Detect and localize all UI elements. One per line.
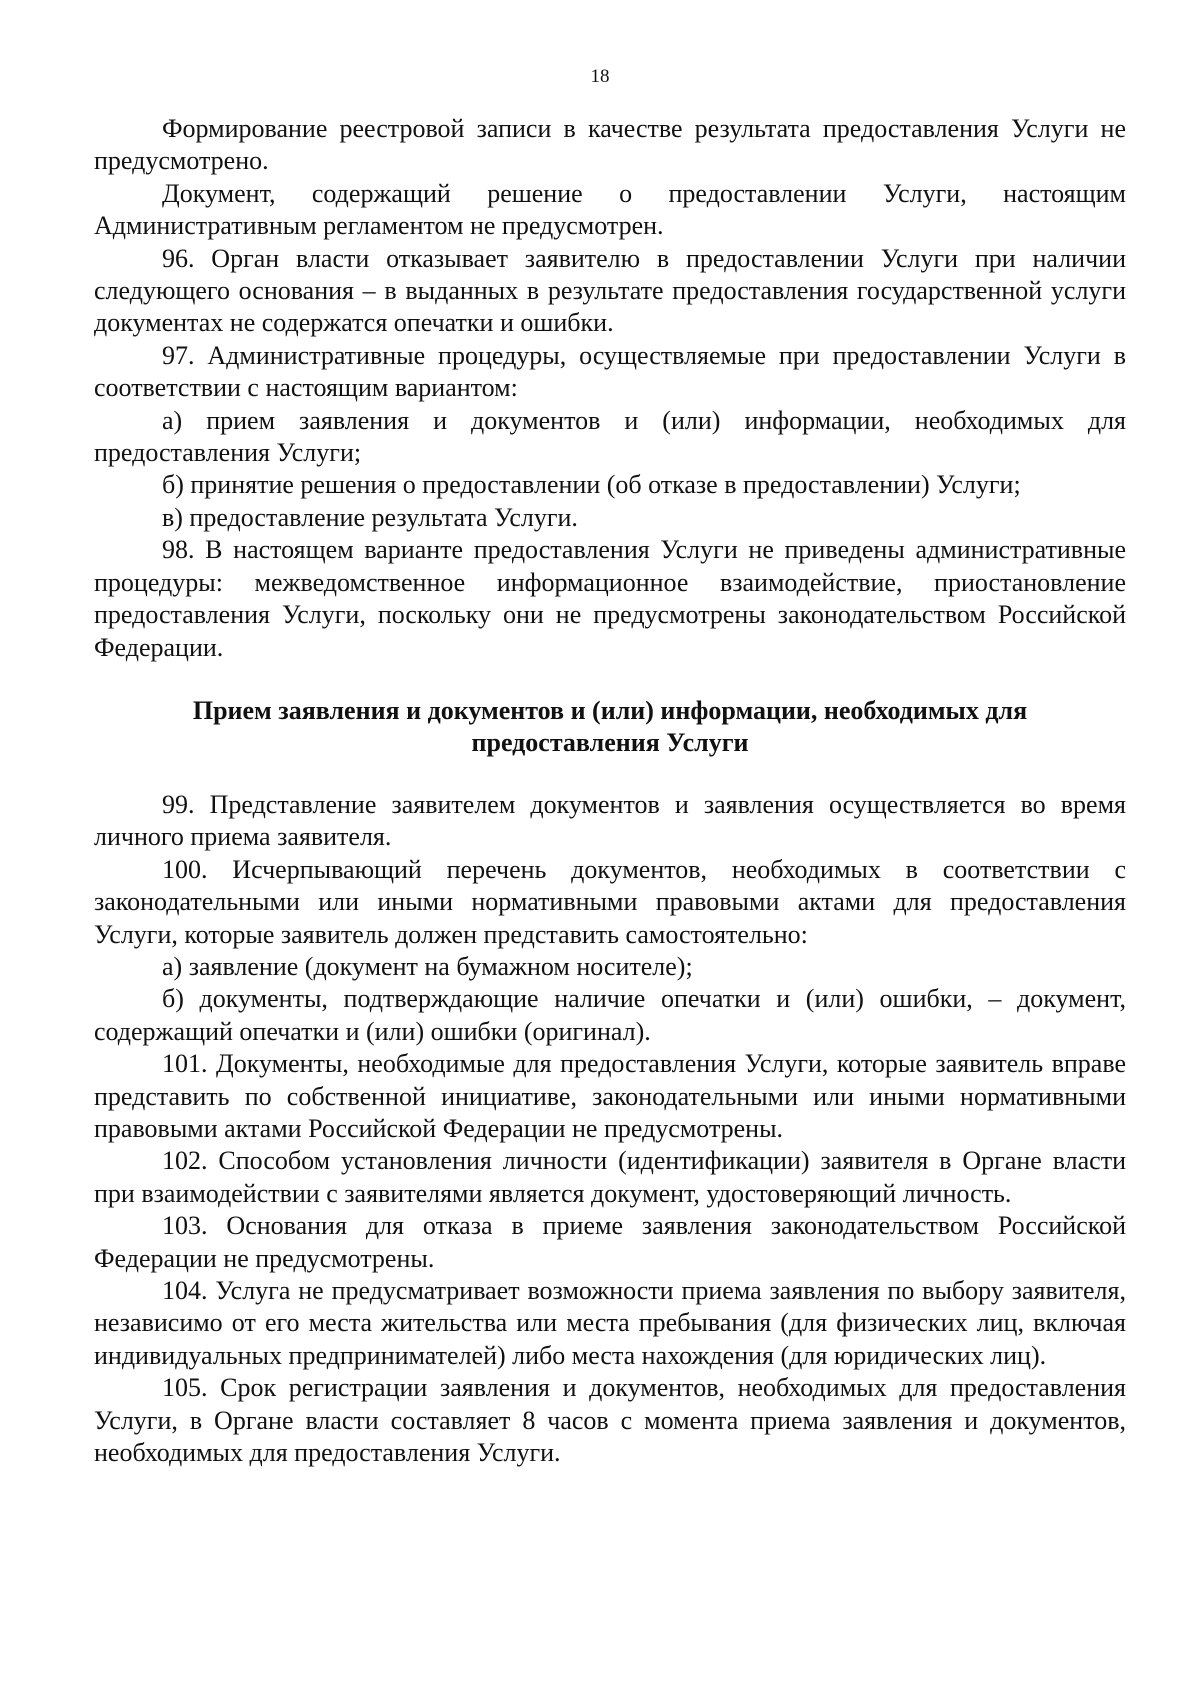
paragraph-105: 105. Срок регистрации заявления и документов, необходимых для предоставления Услуги, в Органе власти составляет 8 часов с момента приема заявления и документов, необходимых для предоставления Услуги. (94, 1373, 1126, 1468)
paragraph-101: 101. Документы, необходимые для предоставления Услуги, которые заявитель вправе представить по собственной инициативе, законодательными или иными нормативными правовыми актами Российской Федерации не предусмотрены. (94, 1049, 1126, 1143)
paragraph-99: 99. Представление заявителем документов и заявления осуществляется во время личного приема заявителя. (94, 789, 1126, 852)
paragraph-96: 96. Орган власти отказывает заявителю в предоставлении Услуги при наличии следующего основания – в выданных в результате предоставления государственной услуги документах не содержатся опечатки и ошибки. (94, 243, 1126, 338)
section-heading-line-1: Прием заявления и документов и (или) информации, необходимых для (192, 695, 1028, 725)
section-spacer-bottom (94, 759, 1126, 789)
paragraph-98: 98. В настоящем варианте предоставления Услуги не приведены административные процедуры: межведомственное информационное взаимодействие, приостановление предоставления Услуги, поскольку они не предусмотрены законодательством Российской Федерации. (94, 535, 1126, 662)
paragraph-100: 100. Исчерпывающий перечень документов, необходимых в соответствии с законодательными или иными нормативными правовыми актами для предоставления Услуги, которые заявитель должен представить самостоятельно: (94, 854, 1126, 949)
paragraph-97: 97. Административные процедуры, осуществляемые при предоставлении Услуги в соответствии с настоящим вариантом: (94, 340, 1126, 403)
paragraph-decision-document: Документ, содержащий решение о предоставлении Услуги, настоящим Административным регламентом не предусмотрен. (94, 178, 1126, 241)
document-body (94, 113, 1126, 1469)
section-heading-line-2: предоставления Услуги (471, 727, 749, 757)
paragraph-100-a: а) заявление (документ на бумажном носителе); (162, 951, 693, 981)
page-number: 18 (590, 66, 610, 87)
paragraph-100-b: б) документы, подтверждающие наличие опечатки и (или) ошибки, – документ, содержащий опечатки и (или) ошибки (оригинал). (94, 984, 1126, 1046)
paragraph-97-b: б) принятие решения о предоставлении (об отказе в предоставлении) Услуги; (162, 470, 1021, 500)
paragraph-97-v: в) предоставление результата Услуги. (162, 502, 578, 532)
section-heading (94, 695, 1126, 759)
section-spacer-top (94, 664, 1126, 695)
paragraph-97-a: а) прием заявления и документов и (или) информации, необходимых для предоставления Услуги; (94, 405, 1126, 468)
paragraph-103: 103. Основания для отказа в приеме заявления законодательством Российской Федерации не предусмотрены. (94, 1211, 1126, 1273)
paragraph-102: 102. Способом установления личности (идентификации) заявителя в Органе власти при взаимодействии с заявителями является документ, удостоверяющий личность. (94, 1146, 1126, 1208)
paragraph-104: 104. Услуга не предусматривает возможности приема заявления по выбору заявителя, независимо от его места жительства или места пребывания (для физических лиц, включая индивидуальных предпринимателей) либо места нахождения (для юридических лиц). (94, 1276, 1126, 1370)
paragraph-registry-record: Формирование реестровой записи в качестве результата предоставления Услуги не предусмотрено. (94, 114, 1126, 176)
